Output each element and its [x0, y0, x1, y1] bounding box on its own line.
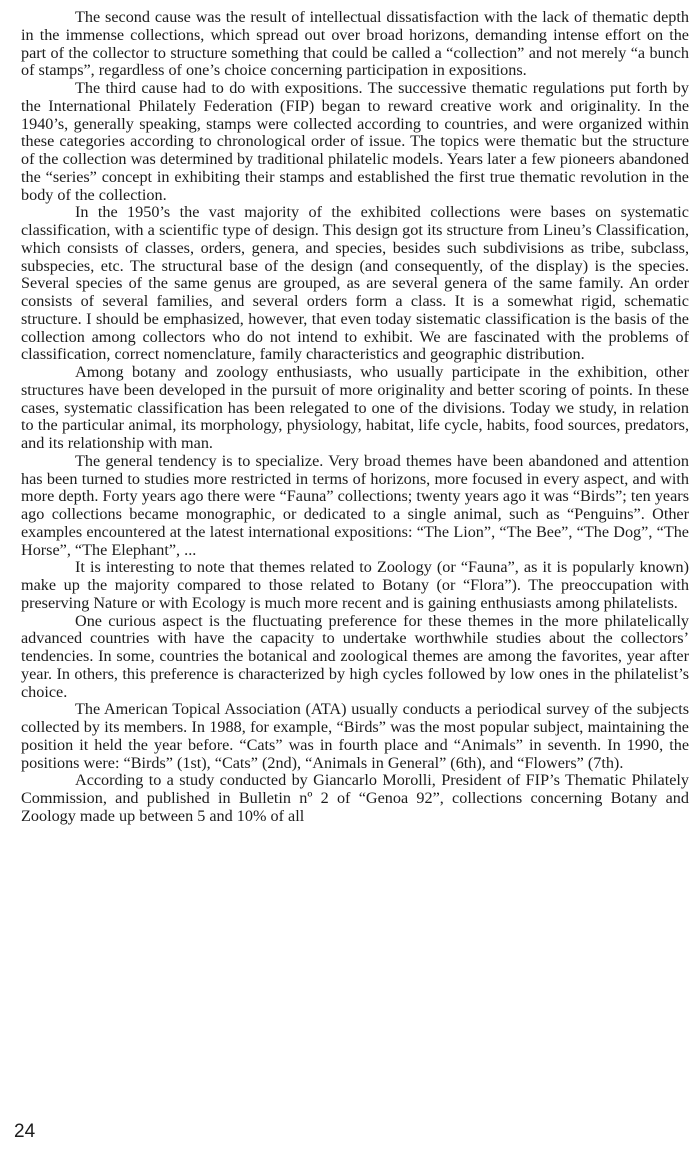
paragraph-specialization-tendency: The general tendency is to specialize. Very broad themes have been abandoned and attention has been turned to studies more restricted in terms of horizons, more focused in every aspect, and with more depth. Forty years ago there were “Fauna” collections; twenty years ago it was “Birds”; ten years ago collections became monographic, or dedicated to a single animal, such as “Penguins”. Other examples encountered at the latest international expositions: “The Lion”, “The Bee”, “The Dog”, “The Horse”, “The Elephant”, ...: [21, 451, 689, 559]
paragraph-zoology-majority: It is interesting to note that themes related to Zoology (or “Fauna”, as it is popularly known) make up the majority compared to those related to Botany (or “Flora”). The preoccupation with preserving Nature or with Ecology is much more recent and is gaining enthusiasts among philatelists.: [21, 558, 689, 612]
document-body: [21, 9, 689, 826]
paragraph-third-cause: The third cause had to do with expositions. The successive thematic regulations put forth by the International Philately Federation (FIP) began to reward creative work and originality. In the 1940’s, generally speaking, stamps were collected according to countries, and were organized within these categories according to chronological order of issue. The topics were thematic but the structure of the collection was determined by traditional philatelic models. Years later a few pioneers abandoned the “series” concept in exhibiting their stamps and established the first true thematic revolution in the body of the collection.: [21, 79, 689, 204]
paragraph-botany-zoology-structures: Among botany and zoology enthusiasts, who usually participate in the exhibition, other structures have been developed in the pursuit of more originality and better scoring of points. In these cases, systematic classification has been relegated to one of the divisions. Today we study, in relation to the particular animal, its morphology, physiology, habitat, life cycle, habits, food sources, predators, and its relationship with man.: [21, 363, 689, 452]
paragraph-ata-survey: The American Topical Association (ATA) usually conducts a periodical survey of the subjects collected by its members. In 1988, for example, “Birds” was the most popular subject, maintaining the position it held the year before. “Cats” was in fourth place and “Animals” in seventh. In 1990, the positions were: “Birds” (1st), “Cats” (2nd), “Animals in General” (6th), and “Flowers” (7th).: [21, 700, 689, 772]
page-number: 24: [14, 1121, 36, 1142]
paragraph-1950s-classification: In the 1950’s the vast majority of the exhibited collections were bases on systematic classification, with a scientific type of design. This design got its structure from Lineu’s Classification, which consists of classes, orders, genera, and species, besides such subdivisions as tribe, subclass, subspecies, etc. The structural base of the design (and consequently, of the display) is the species. Several species of the same genus are grouped, as are several genera of the same family. An order consists of several families, and several orders form a class. It is a somewhat rigid, schematic structure. I should be emphasized, however, that even today sistematic classification is the basis of the collection among collectors who do not intend to exhibit. We are fascinated with the problems of classification, correct nomenclature, family characteristics and geographic distribution.: [21, 203, 689, 364]
paragraph-morolli-study: According to a study conducted by Giancarlo Morolli, President of FIP’s Thematic Philately Commission, and published in Bulletin nº 2 of “Genoa 92”, collections concerning Botany and Zoology made up between 5 and 10% of all: [21, 771, 689, 825]
paragraph-fluctuating-preference: One curious aspect is the fluctuating preference for these themes in the more philatelically advanced countries with have the capacity to undertake worthwhile studies about the collectors’ tendencies. In some, countries the botanical and zoological themes are among the favorites, year after year. In others, this preference is characterized by high cycles followed by low ones in the philatelist’s choice.: [21, 611, 689, 701]
paragraph-second-cause: The second cause was the result of intellectual dissatisfaction with the lack of thematic depth in the immense collections, which spread out over broad horizons, demanding intense effort on the part of the collector to structure something that could be called a “collection” and not merely “a bunch of stamps”, regardless of one’s choice concerning participation in expositions.: [21, 8, 689, 80]
